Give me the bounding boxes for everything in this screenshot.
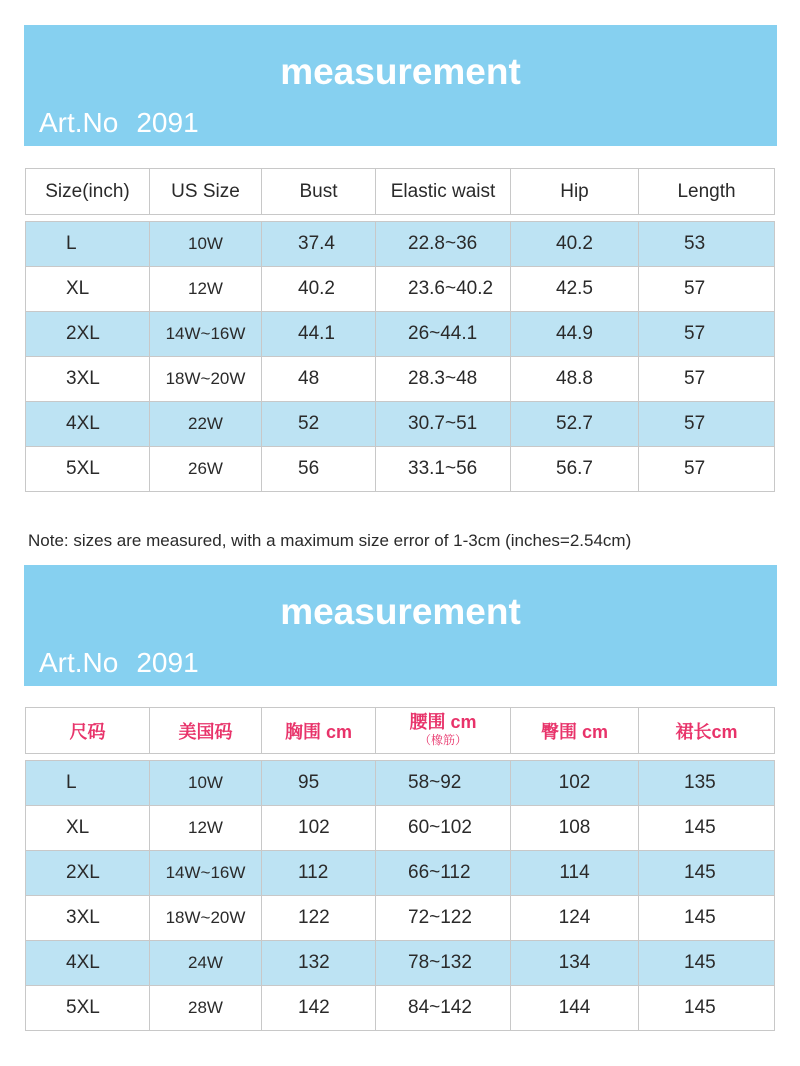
- cell-bust: 48: [262, 357, 376, 402]
- cell-size: XL: [26, 267, 150, 312]
- cell-length: 135: [639, 761, 775, 806]
- cell-waist: 30.7~51: [376, 402, 511, 447]
- header-hip: Hip: [511, 169, 639, 215]
- table-row: [26, 267, 775, 312]
- cell-length: 145: [639, 941, 775, 986]
- bottom-banner: [24, 565, 777, 686]
- cell-size: 3XL: [26, 896, 150, 941]
- table-spacer: [26, 215, 775, 222]
- cell-bust: 52: [262, 402, 376, 447]
- header-size: Size(inch): [26, 169, 150, 215]
- bottom-art-value: 2091: [136, 647, 199, 678]
- top-banner-title: measurement: [280, 51, 521, 92]
- cell-waist: 72~122: [376, 896, 511, 941]
- cell-waist: 26~44.1: [376, 312, 511, 357]
- cell-size: L: [26, 222, 150, 267]
- cell-us-size: 14W~16W: [150, 851, 262, 896]
- cell-us-size: 24W: [150, 941, 262, 986]
- header-waist: Elastic waist: [376, 169, 511, 215]
- table-row: [26, 941, 775, 986]
- top-art-value: 2091: [136, 107, 199, 138]
- cell-hip: 108: [511, 806, 639, 851]
- bottom-banner-title: measurement: [280, 591, 521, 632]
- cell-bust: 142: [262, 986, 376, 1031]
- bottom-art-number: [39, 647, 199, 679]
- cell-length: 57: [639, 312, 775, 357]
- cell-bust: 122: [262, 896, 376, 941]
- cell-length: 145: [639, 896, 775, 941]
- cell-hip: 56.7: [511, 447, 639, 492]
- cell-size: XL: [26, 806, 150, 851]
- table-row: [26, 357, 775, 402]
- header-bust-cn: 胸围 cm: [262, 708, 376, 754]
- cm-size-table: [25, 707, 775, 1031]
- table-row: [26, 806, 775, 851]
- cell-hip: 102: [511, 761, 639, 806]
- cell-us-size: 10W: [150, 222, 262, 267]
- cell-length: 145: [639, 806, 775, 851]
- cell-hip: 124: [511, 896, 639, 941]
- cell-length: 57: [639, 447, 775, 492]
- cell-hip: 114: [511, 851, 639, 896]
- cell-us-size: 14W~16W: [150, 312, 262, 357]
- cell-hip: 48.8: [511, 357, 639, 402]
- cell-length: 57: [639, 267, 775, 312]
- header-waist-cn: [376, 708, 511, 754]
- cell-length: 53: [639, 222, 775, 267]
- cell-length: 145: [639, 986, 775, 1031]
- top-banner: [24, 25, 777, 146]
- cell-bust: 112: [262, 851, 376, 896]
- measurement-note: Note: sizes are measured, with a maximum size error of 1-3cm (inches=2.54cm): [28, 531, 632, 550]
- cell-waist: 60~102: [376, 806, 511, 851]
- cell-size: L: [26, 761, 150, 806]
- table-row: [26, 986, 775, 1031]
- table-row: [26, 312, 775, 357]
- cell-size: 2XL: [26, 851, 150, 896]
- table-row: [26, 896, 775, 941]
- header-waist-cn-label: 腰围 cm: [409, 711, 477, 732]
- cell-us-size: 26W: [150, 447, 262, 492]
- table-row: [26, 222, 775, 267]
- cell-hip: 44.9: [511, 312, 639, 357]
- cell-waist: 33.1~56: [376, 447, 511, 492]
- top-art-number: [39, 107, 199, 139]
- cell-waist: 66~112: [376, 851, 511, 896]
- cell-length: 57: [639, 357, 775, 402]
- cell-hip: 40.2: [511, 222, 639, 267]
- top-art-label: Art.No: [39, 107, 119, 138]
- bottom-art-label: Art.No: [39, 647, 119, 678]
- table-row: [26, 402, 775, 447]
- header-hip-cn: 臀围 cm: [511, 708, 639, 754]
- cell-us-size: 18W~20W: [150, 357, 262, 402]
- header-us-size-cn: 美国码: [150, 708, 262, 754]
- cell-waist: 78~132: [376, 941, 511, 986]
- cell-bust: 40.2: [262, 267, 376, 312]
- cell-size: 5XL: [26, 447, 150, 492]
- cell-size: 4XL: [26, 402, 150, 447]
- cell-hip: 144: [511, 986, 639, 1031]
- cell-waist: 84~142: [376, 986, 511, 1031]
- header-size-cn: 尺码: [26, 708, 150, 754]
- cell-waist: 22.8~36: [376, 222, 511, 267]
- cell-us-size: 12W: [150, 267, 262, 312]
- cell-bust: 37.4: [262, 222, 376, 267]
- cell-size: 2XL: [26, 312, 150, 357]
- cell-waist: 23.6~40.2: [376, 267, 511, 312]
- cell-size: 4XL: [26, 941, 150, 986]
- cell-hip: 134: [511, 941, 639, 986]
- cell-bust: 56: [262, 447, 376, 492]
- cell-bust: 132: [262, 941, 376, 986]
- cell-hip: 42.5: [511, 267, 639, 312]
- table-header-row: [26, 169, 775, 215]
- header-length: Length: [639, 169, 775, 215]
- cell-size: 3XL: [26, 357, 150, 402]
- table-spacer: [26, 754, 775, 761]
- inch-size-table: [25, 168, 775, 492]
- header-waist-cn-sub: （橡筋）: [418, 732, 467, 747]
- cell-waist: 58~92: [376, 761, 511, 806]
- header-length-cn: 裙长cm: [639, 708, 775, 754]
- cell-us-size: 10W: [150, 761, 262, 806]
- cell-us-size: 12W: [150, 806, 262, 851]
- table-row: [26, 851, 775, 896]
- table-header-row: [26, 708, 775, 754]
- table-row: [26, 761, 775, 806]
- cell-waist: 28.3~48: [376, 357, 511, 402]
- cell-bust: 102: [262, 806, 376, 851]
- header-bust: Bust: [262, 169, 376, 215]
- cell-hip: 52.7: [511, 402, 639, 447]
- table-row: [26, 447, 775, 492]
- cell-bust: 95: [262, 761, 376, 806]
- cell-us-size: 22W: [150, 402, 262, 447]
- cell-us-size: 28W: [150, 986, 262, 1031]
- header-us-size: US Size: [150, 169, 262, 215]
- cell-us-size: 18W~20W: [150, 896, 262, 941]
- cell-bust: 44.1: [262, 312, 376, 357]
- cell-length: 145: [639, 851, 775, 896]
- cell-length: 57: [639, 402, 775, 447]
- cell-size: 5XL: [26, 986, 150, 1031]
